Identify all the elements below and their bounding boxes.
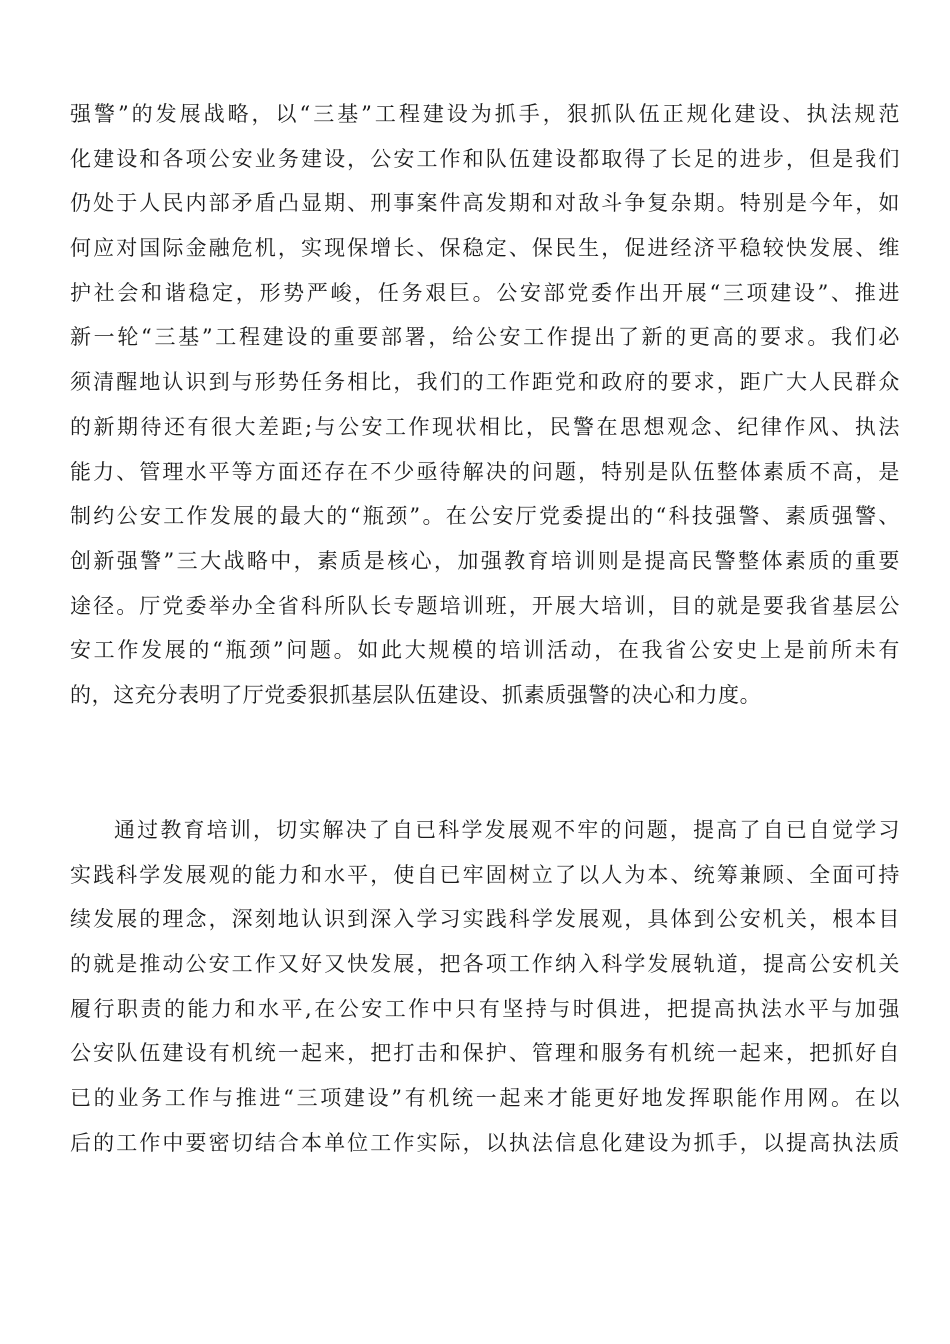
paragraph-line: 已的业务工作与推进“三项建设”有机统一起来才能更好地发挥职能作用网。在以 <box>70 1086 900 1111</box>
paragraph-line: 的就是推动公安工作又好又快发展，把各项工作纳入科学发展轨道，提高公安机关 <box>70 952 900 977</box>
paragraph-line: 何应对国际金融危机，实现保增长、保稳定、保民生，促进经济平稳较快发展、维 <box>70 236 900 261</box>
paragraph-line: 途径。厅党委举办全省科所队长专题培训班，开展大培训，目的就是要我省基层公 <box>70 593 900 618</box>
paragraph-line: 护社会和谐稳定，形势严峻，任务艰巨。公安部党委作出开展“三项建设”、推进 <box>70 280 900 305</box>
paragraph-line: 履行职责的能力和水平,在公安工作中只有坚持与时俱进，把提高执法水平与加强 <box>70 996 900 1021</box>
paragraph-1 <box>70 92 900 718</box>
paragraph-line: 的新期待还有很大差距;与公安工作现状相比，民警在思想观念、纪律作风、执法 <box>70 414 900 439</box>
paragraph-line: 后的工作中要密切结合本单位工作实际，以执法信息化建设为抓手，以提高执法质 <box>70 1130 900 1155</box>
paragraph-line: 强警”的发展战略，以“三基”工程建设为抓手，狠抓队伍正规化建设、执法规范 <box>70 102 900 126</box>
paragraph-line: 公安队伍建设有机统一起来，把打击和保护、管理和服务有机统一起来，把抓好自 <box>70 1041 900 1066</box>
paragraph-line: 仍处于人民内部矛盾凸显期、刑事案件高发期和对敌斗争复杂期。特别是今年，如 <box>70 191 900 216</box>
paragraph-line: 的，这充分表明了厅党委狠抓基层队伍建设、抓素质强警的决心和力度。 <box>70 682 762 707</box>
paragraph-line: 须清醒地认识到与形势任务相比，我们的工作距党和政府的要求，距广大人民群众 <box>70 370 900 395</box>
paragraph-line: 化建设和各项公安业务建设，公安工作和队伍建设都取得了长足的进步，但是我们 <box>70 146 900 171</box>
paragraph-2 <box>70 808 900 1166</box>
paragraph-line: 新一轮“三基”工程建设的重要部署，给公安工作提出了新的更高的要求。我们必 <box>70 325 900 350</box>
paragraph-line: 通过教育培训，切实解决了自已科学发展观不牢的问题，提高了自已自觉学习 <box>114 818 900 842</box>
paragraph-line: 创新强警”三大战略中，素质是核心，加强教育培训则是提高民警整体素质的重要 <box>70 548 900 573</box>
paragraph-line: 能力、管理水平等方面还存在不少亟待解决的问题，特别是队伍整体素质不高，是 <box>70 459 900 484</box>
paragraph-line: 续发展的理念，深刻地认识到深入学习实践科学发展观，具体到公安机关，根本目 <box>70 907 900 932</box>
paragraph-line: 安工作发展的“瓶颈”问题。如此大规模的培训活动，在我省公安史上是前所未有 <box>70 638 900 663</box>
paragraph-line: 实践科学发展观的能力和水平，使自已牢固树立了以人为本、统筹兼顾、全面可持 <box>70 862 900 887</box>
paragraph-line: 制约公安工作发展的最大的“瓶颈”。在公安厅党委提出的“科技强警、素质强警、 <box>70 504 900 529</box>
